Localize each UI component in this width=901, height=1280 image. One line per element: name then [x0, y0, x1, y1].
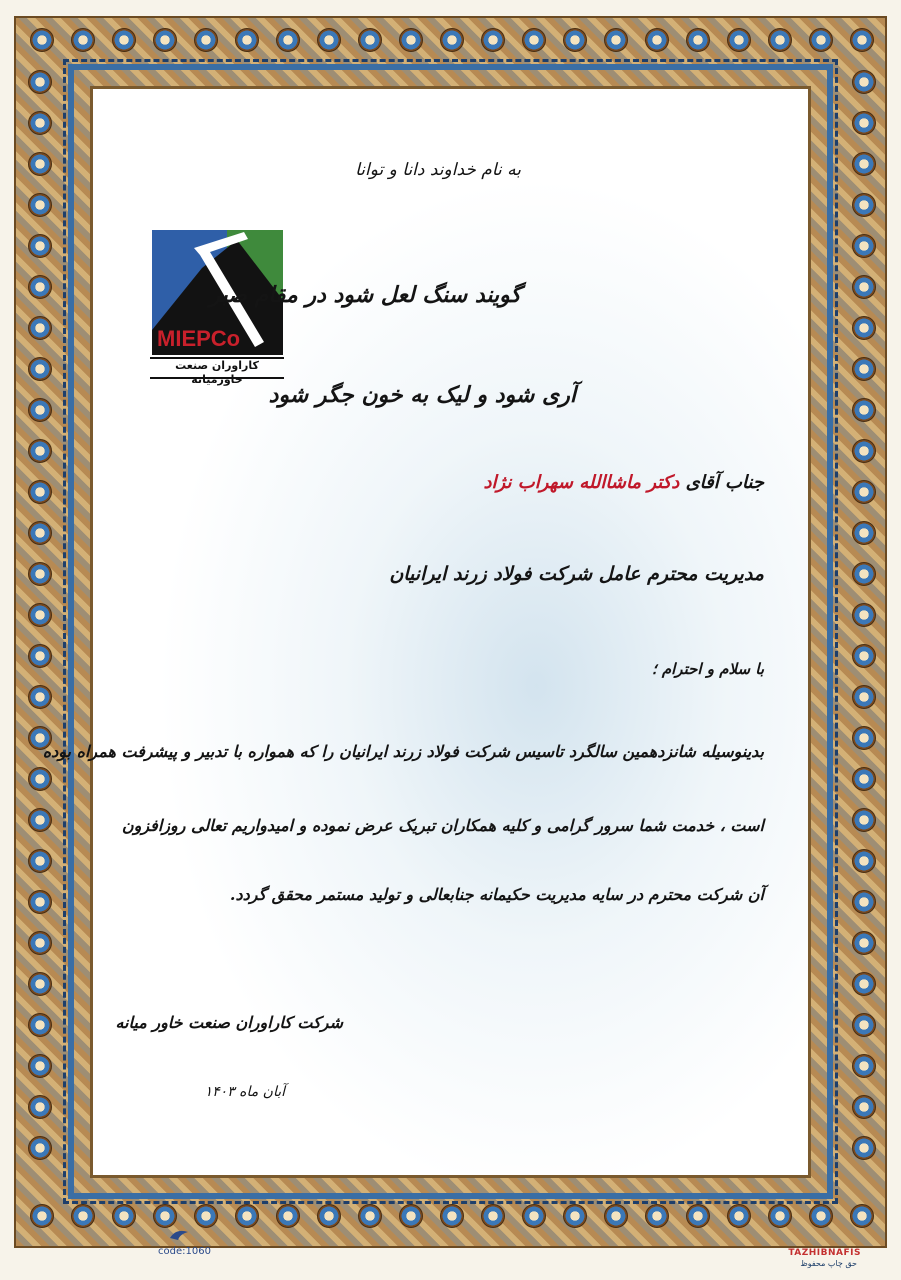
border-medallion — [28, 234, 52, 258]
logo-caption: کاراوران صنعت خاورمیانه — [150, 357, 284, 379]
border-medallion — [28, 685, 52, 709]
addressee-prefix: جناب آقای — [685, 472, 764, 493]
border-medallion — [522, 28, 546, 52]
border-medallion — [28, 890, 52, 914]
border-medallion — [28, 972, 52, 996]
border-medallion — [850, 1204, 874, 1228]
border-medallion — [852, 1013, 876, 1037]
border-medallion — [852, 685, 876, 709]
border-medallion — [235, 1204, 259, 1228]
border-medallion — [852, 316, 876, 340]
basmala: به نام خداوند دانا و توانا — [355, 160, 521, 180]
border-medallion — [852, 521, 876, 545]
border-medallion — [28, 849, 52, 873]
border-medallion — [809, 1204, 833, 1228]
addressee-position: مدیریت محترم عامل شرکت فولاد زرند ایرانیان — [389, 563, 764, 585]
border-medallion — [112, 28, 136, 52]
border-medallion — [399, 1204, 423, 1228]
border-medallion — [686, 28, 710, 52]
border-medallion — [153, 28, 177, 52]
border-medallion — [28, 398, 52, 422]
border-medallion — [852, 234, 876, 258]
border-medallion — [852, 1095, 876, 1119]
border-medallion — [645, 1204, 669, 1228]
border-medallion — [28, 193, 52, 217]
border-medallion — [28, 644, 52, 668]
date: آبان ماه ۱۴۰۳ — [204, 1084, 285, 1100]
border-medallion — [71, 28, 95, 52]
border-medallion — [28, 152, 52, 176]
border-medallion — [153, 1204, 177, 1228]
border-medallion — [358, 1204, 382, 1228]
border-medallion — [850, 28, 874, 52]
border-medallion — [28, 70, 52, 94]
border-medallion — [358, 28, 382, 52]
border-medallion — [852, 972, 876, 996]
border-medallion — [852, 1136, 876, 1160]
border-medallion — [194, 1204, 218, 1228]
border-medallion — [28, 1136, 52, 1160]
border-medallion — [28, 931, 52, 955]
publisher-rights: حق چاپ محفوظ — [800, 1259, 857, 1268]
border-medallion — [317, 1204, 341, 1228]
border-medallion — [809, 28, 833, 52]
border-medallion — [686, 1204, 710, 1228]
border-medallion — [235, 28, 259, 52]
border-medallion — [28, 439, 52, 463]
border-medallion — [28, 357, 52, 381]
border-medallion — [276, 28, 300, 52]
border-medallion — [28, 1095, 52, 1119]
border-medallion — [399, 28, 423, 52]
code-label: code:1060 — [158, 1246, 211, 1257]
border-medallion — [852, 357, 876, 381]
border-medallion — [28, 521, 52, 545]
publisher-icon — [168, 1226, 190, 1242]
border-medallion — [604, 1204, 628, 1228]
border-medallion — [852, 890, 876, 914]
border-medallion — [28, 603, 52, 627]
border-medallion — [563, 28, 587, 52]
border-medallion — [727, 1204, 751, 1228]
border-medallion — [852, 398, 876, 422]
border-medallion — [852, 480, 876, 504]
border-medallion — [28, 316, 52, 340]
border-medallion — [852, 726, 876, 750]
poem-line-2: آری شود و لیک به خون جگر شود — [268, 382, 576, 408]
border-medallion — [28, 767, 52, 791]
border-medallion — [645, 28, 669, 52]
greeting: با سلام و احترام ؛ — [651, 660, 764, 678]
logo-text: MIEPCo — [157, 326, 241, 351]
border-medallion — [852, 931, 876, 955]
border-medallion — [852, 849, 876, 873]
border-medallion — [852, 808, 876, 832]
border-medallion — [604, 28, 628, 52]
border-medallion — [30, 28, 54, 52]
border-medallion — [852, 562, 876, 586]
border-medallion — [852, 644, 876, 668]
border-medallion — [852, 767, 876, 791]
border-medallion — [276, 1204, 300, 1228]
body-line-1: بدینوسیله شانزدهمین سالگرد تاسیس شرکت فولاد زرند ایرانیان را که همواره با تدبیر و پیشرفت همراه بوده — [42, 742, 764, 761]
border-medallion — [852, 275, 876, 299]
border-medallion — [71, 1204, 95, 1228]
poem-line-1: گویند سنگ لعل شود در مقام صبر — [209, 282, 521, 308]
border-medallion — [28, 1013, 52, 1037]
border-medallion — [768, 1204, 792, 1228]
border-medallion — [768, 28, 792, 52]
addressee — [484, 472, 764, 493]
border-medallion — [28, 1054, 52, 1078]
border-medallion — [28, 480, 52, 504]
border-medallion — [852, 1054, 876, 1078]
border-medallion — [563, 1204, 587, 1228]
border-medallion — [317, 28, 341, 52]
border-medallion — [727, 28, 751, 52]
border-medallion — [852, 111, 876, 135]
body-line-2: است ، خدمت شما سرور گرامی و کلیه همکاران تبریک عرض نموده و امیدواریم تعالی روزافزون — [121, 816, 764, 835]
border-medallion — [852, 193, 876, 217]
border-medallion — [28, 275, 52, 299]
border-medallion — [440, 28, 464, 52]
border-medallion — [481, 1204, 505, 1228]
publisher-brand: TAZHIBNAFIS — [788, 1248, 861, 1258]
border-medallion — [28, 111, 52, 135]
body-line-3: آن شرکت محترم در سایه مدیریت حکیمانه جنابعالی و تولید مستمر محقق گردد. — [229, 885, 764, 904]
border-medallion — [28, 808, 52, 832]
border-medallion — [522, 1204, 546, 1228]
border-medallion — [194, 28, 218, 52]
signer: شرکت کاراوران صنعت خاور میانه — [115, 1013, 343, 1032]
border-medallion — [852, 439, 876, 463]
border-medallion — [112, 1204, 136, 1228]
border-medallion — [852, 70, 876, 94]
border-medallion — [30, 1204, 54, 1228]
border-medallion — [852, 152, 876, 176]
addressee-name: دکتر ماشاالله سهراب نژاد — [483, 472, 680, 493]
border-medallion — [28, 562, 52, 586]
border-medallion — [440, 1204, 464, 1228]
border-medallion — [481, 28, 505, 52]
border-medallion — [852, 603, 876, 627]
